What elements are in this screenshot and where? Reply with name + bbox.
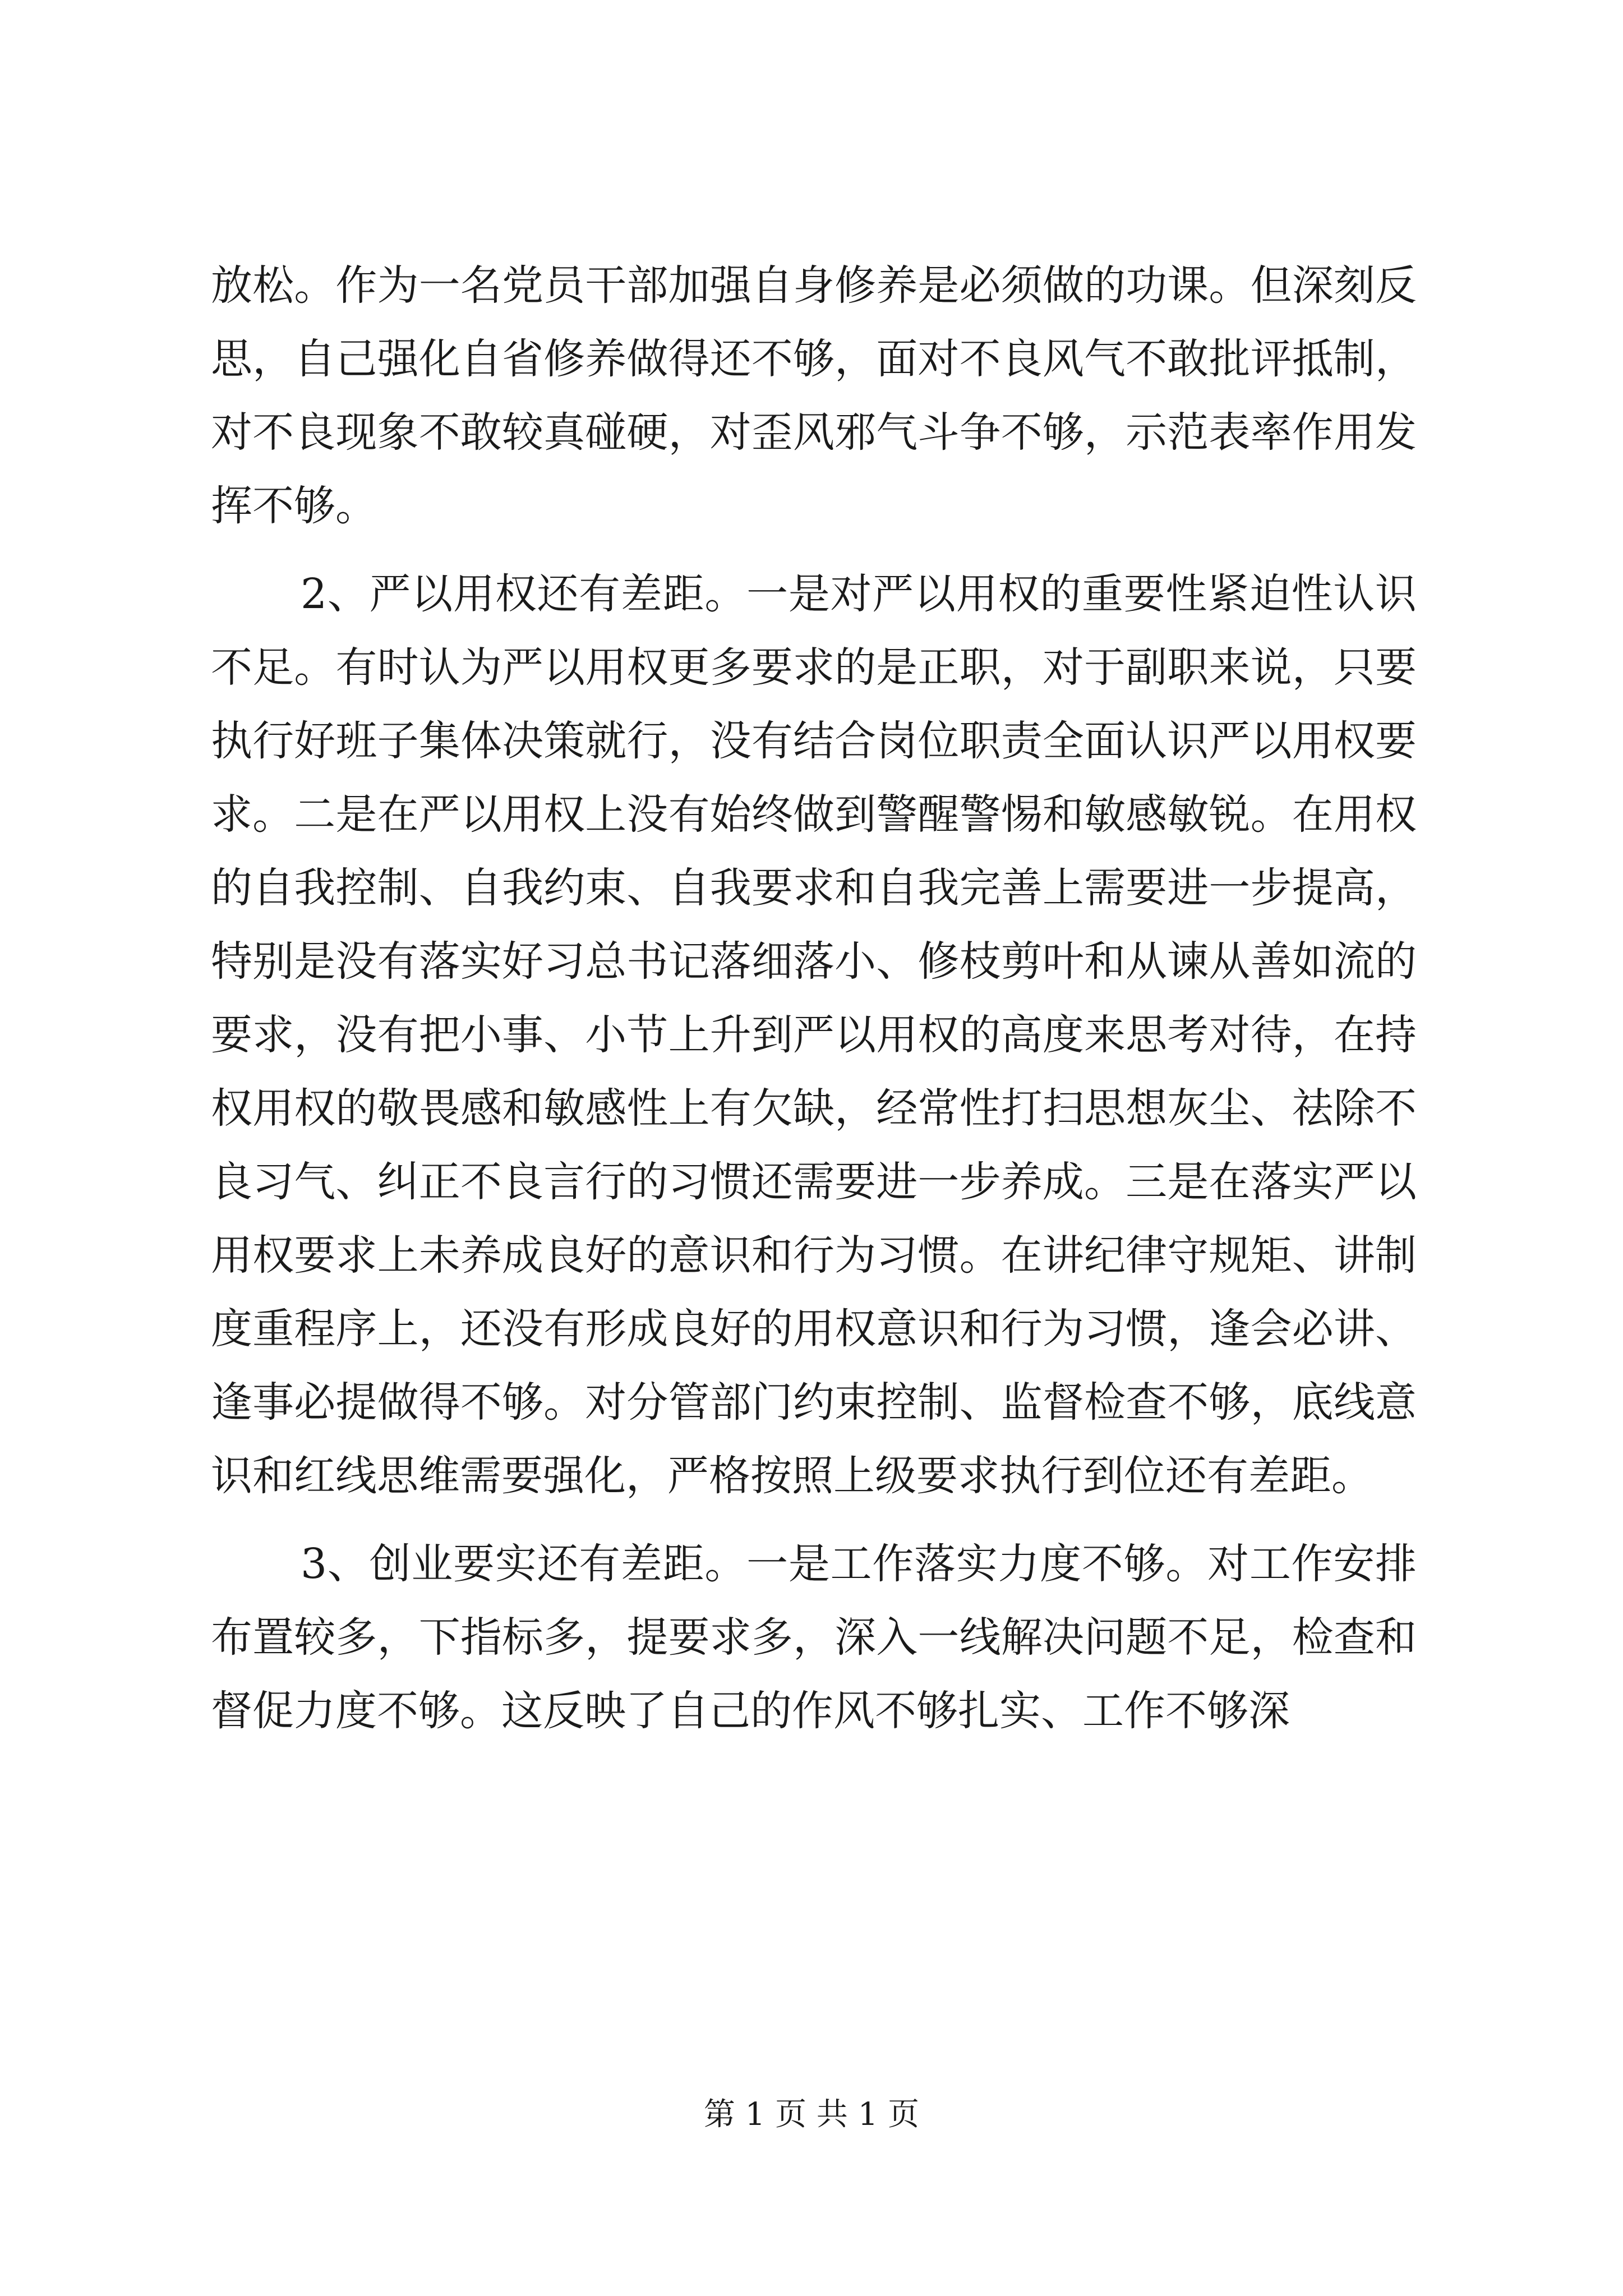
page-footer: 第 1 页 共 1 页 bbox=[703, 2096, 920, 2133]
paragraph-point-3: 3、创业要实还有差距。一是工作落实力度不够。对工作安排布置较多，下指标多，提要求多，深入一线解决问题不足，检查和督促力度不够。这反映了自己的作风不够扎实、工作不够深 bbox=[211, 1540, 1417, 1735]
paragraph-point-2: 2、严以用权还有差距。一是对严以用权的重要性紧迫性认识不足。有时认为严以用权更多要求的是正职，对于副职来说，只要执行好班子集体决策就行，没有结合岗位职责全面认识严以用权要求。二是在严以用权上没有始终做到警醒警惕和敏感敏锐。在用权的自我控制、自我约束、自我要求和自我完善上需要进一步提高，特别是没有落实好习总书记落细落小、修枝剪叶和从谏从善如流的要求，没有把小事、小节上升到严以用权的高度来思考对待，在持权用权的敬畏感和敏感性上有欠缺，经常性打扫思想灰尘、祛除不良习气、纠正不良言行的习惯还需要进一步养成。三是在落实严以用权要求上未养成良好的意识和行为习惯。在讲纪律守规矩、讲制度重程序上，还没有形成良好的用权意识和行为习惯，逢会必讲、逢事必提做得不够。对分管部门约束控制、监督检查不够，底线意识和红线思维需要强化，严格按照上级要求执行到位还有差距。 bbox=[211, 570, 1417, 1500]
document-body bbox=[211, 249, 1417, 1748]
paragraph-continuation: 放松。作为一名党员干部加强自身修养是必须做的功课。但深刻反思，自己强化自省修养做得还不够，面对不良风气不敢批评抵制，对不良现象不敢较真碰硬，对歪风邪气斗争不够，示范表率作用发挥不够。 bbox=[211, 261, 1417, 530]
